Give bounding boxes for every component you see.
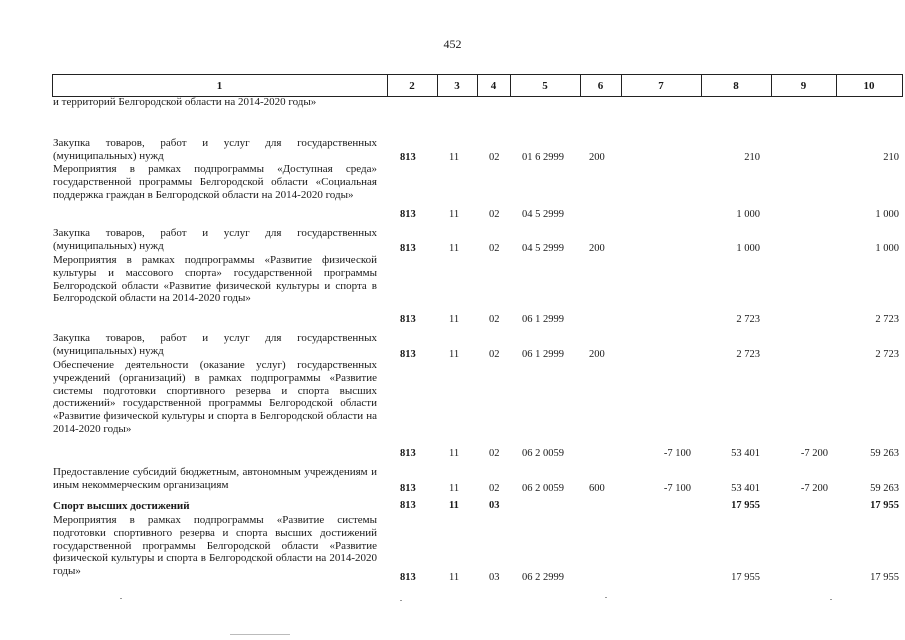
cell-col10: 17 955 [870,572,899,583]
cell-col8: 210 [744,152,760,163]
row-description: Закупка товаров, работ и услуг для государственных (муниципальных) нужд [53,332,377,357]
header-col-7: 7 [658,80,664,92]
cell-pr: 02 [489,314,500,325]
cell-rz: 11 [449,314,460,325]
cell-pr: 03 [489,572,500,583]
cell-rz: 11 [449,500,459,511]
cell-col10: 2 723 [875,314,899,325]
cell-col10: 59 263 [870,448,899,459]
cell-col9: -7 200 [800,483,828,494]
cell-pr: 02 [489,483,500,494]
section-title: Спорт высших достижений [53,500,190,512]
scan-speck [230,634,290,635]
cell-csr: 04 5 2999 [522,243,564,254]
cell-gr: 813 [400,243,416,254]
header-col-9: 9 [800,80,807,92]
cell-vr: 200 [589,152,605,163]
cell-vr: 600 [589,483,605,494]
row-description: Предоставление субсидий бюджетным, автономным учреждениям и иным некоммерческим организациям [53,466,377,491]
cell-rz: 11 [449,572,460,583]
cell-rz: 11 [449,349,460,360]
cell-col8: 2 723 [736,349,760,360]
cell-col8: 1 000 [736,209,760,220]
cell-csr: 06 1 2999 [522,349,564,360]
row-description: Закупка товаров, работ и услуг для государственных (муниципальных) нужд [53,137,377,162]
cell-pr: 02 [489,349,500,360]
cell-csr: 06 2 0059 [522,483,564,494]
cell-rz: 11 [449,152,460,163]
cell-csr: 04 5 2999 [522,209,564,220]
scan-speck [830,599,832,600]
header-col-8: 8 [733,80,739,92]
row-description: Обеспечение деятельности (оказание услуг) государственных учреждений (организаций) в рамках подпрограммы «Развитие системы подготовки спортивного резерва и спорта высших достижений» государственной программы Белгородской области «Развитие физической культуры и спорта в Белгородской области на 2014-2020 годы» [53,359,377,435]
cell-gr: 813 [400,572,416,583]
cell-csr: 06 1 2999 [522,314,564,325]
row-description: Мероприятия в рамках подпрограммы «Развитие физической культуры и массового спорта» государственной программы Белгородской области «Развитие физической культуры и спорта в Белгородской области на 2014-2020 годы» [53,254,377,305]
cell-col8: 17 955 [731,572,760,583]
cell-pr: 02 [489,448,500,459]
cell-csr: 06 2 0059 [522,448,564,459]
header-col-1: 1 [216,80,223,92]
cell-pr: 02 [489,243,500,254]
col-divider [902,74,903,97]
header-col-2: 2 [409,80,415,92]
cell-col10: 210 [883,152,899,163]
cell-col8: 53 401 [731,448,760,459]
cell-col10: 1 000 [875,209,899,220]
header-col-3: 3 [454,80,460,92]
row-description: Мероприятия в рамках подпрограммы «Доступная среда» государственной программы Белгородской области «Социальная поддержка граждан в Белгородской области на 2014-2020 годы» [53,163,377,201]
cell-col7: -7 100 [663,483,691,494]
cell-csr: 01 6 2999 [522,152,564,163]
scan-speck [120,598,122,599]
cell-vr: 200 [589,349,605,360]
cell-col10: 2 723 [875,349,899,360]
cell-gr: 813 [400,209,416,220]
cell-col9: -7 200 [800,448,828,459]
cell-pr: 03 [489,500,500,511]
cell-col10: 59 263 [870,483,899,494]
cell-gr: 813 [400,500,416,511]
header-col-4: 4 [490,80,497,92]
cell-col8: 1 000 [736,243,760,254]
header-col-10: 10 [863,80,875,92]
cell-rz: 11 [449,483,460,494]
header-col-6: 6 [597,80,604,92]
cell-col10: 1 000 [875,243,899,254]
continuation-text: и территорий Белгородской области на 2014-2020 годы» [53,96,317,108]
cell-gr: 813 [400,448,416,459]
cell-col8: 53 401 [731,483,760,494]
cell-vr: 200 [589,243,605,254]
cell-gr: 813 [400,349,416,360]
row-description: Закупка товаров, работ и услуг для государственных (муниципальных) нужд [53,227,377,252]
scan-speck [400,600,402,601]
cell-csr: 06 2 2999 [522,572,564,583]
cell-rz: 11 [449,243,460,254]
header-col-5: 5 [542,80,548,92]
cell-col7: -7 100 [663,448,691,459]
cell-pr: 02 [489,152,500,163]
page-number: 452 [443,37,462,51]
cell-rz: 11 [449,448,460,459]
cell-gr: 813 [400,314,416,325]
cell-gr: 813 [400,483,416,494]
cell-col8: 2 723 [736,314,760,325]
cell-rz: 11 [449,209,460,220]
cell-col10: 17 955 [870,500,899,511]
cell-col8: 17 955 [731,500,760,511]
row-description: Мероприятия в рамках подпрограммы «Развитие системы подготовки спортивного резерва и спорта высших достижений государственной программы Белгородской области «Развитие физической культуры и спорта в Белгородской области на 2014-2020 годы» [53,514,377,578]
scan-speck [605,597,607,598]
cell-gr: 813 [400,152,416,163]
cell-pr: 02 [489,209,500,220]
